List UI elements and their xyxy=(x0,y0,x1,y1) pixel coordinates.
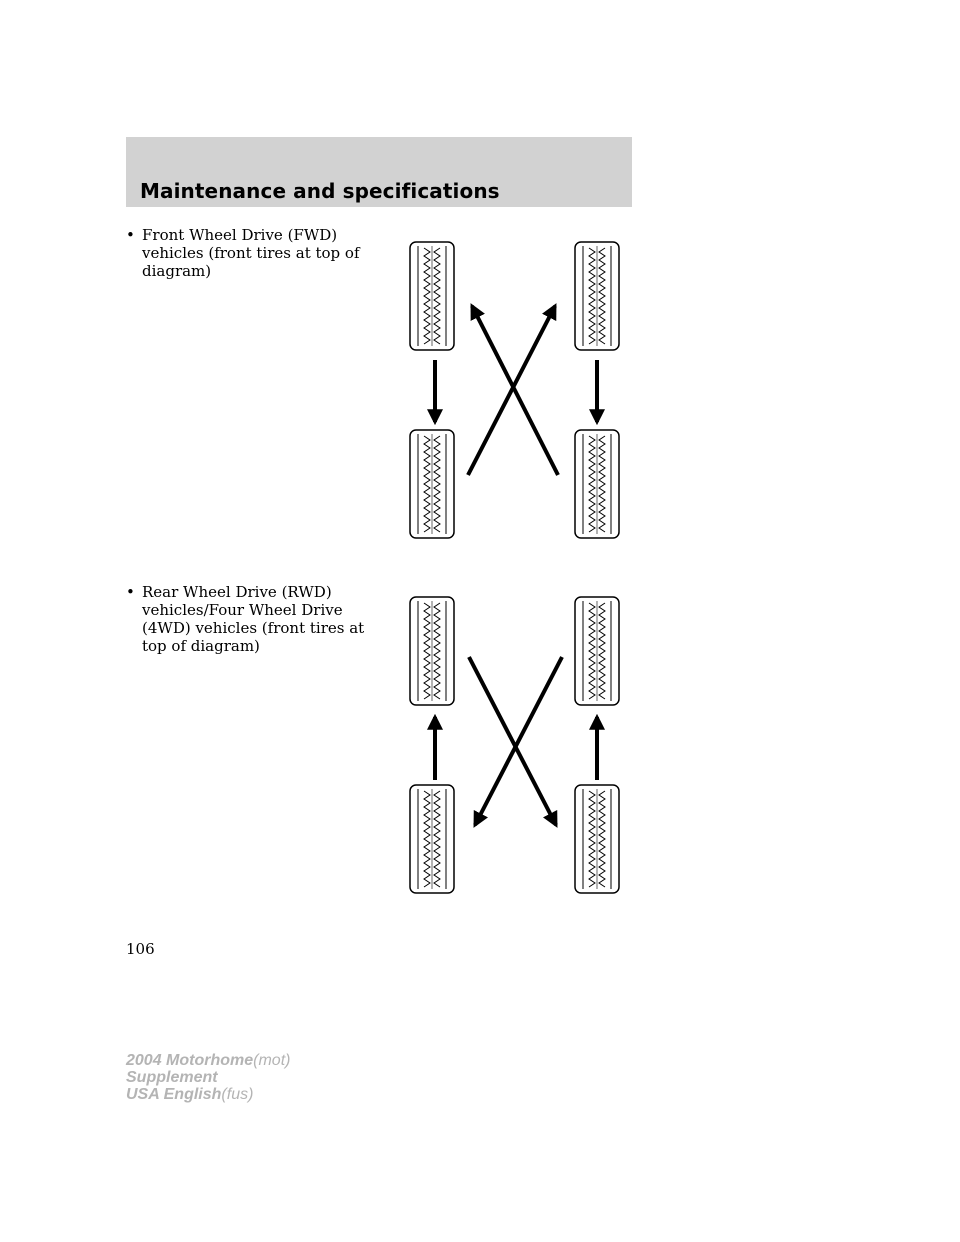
tire-rear-left xyxy=(410,430,454,538)
footer-title: 2004 Motorhome xyxy=(126,1052,254,1069)
section-header xyxy=(126,137,632,207)
bullet-dot: • xyxy=(126,226,135,244)
fwd-rotation-diagram xyxy=(380,230,660,550)
tire-front-right xyxy=(575,597,619,705)
bullet-dot: • xyxy=(126,583,135,601)
footer-line-3 xyxy=(126,1086,290,1103)
tire-front-left xyxy=(410,597,454,705)
arrow-rear-right-to-front-left xyxy=(472,306,558,475)
document-footer xyxy=(126,1052,290,1103)
tire-rear-right xyxy=(575,785,619,893)
bullet-rwd xyxy=(126,583,388,655)
arrow-front-left-to-rear-right xyxy=(469,657,556,825)
tire-front-left xyxy=(410,242,454,350)
page-number: 106 xyxy=(126,940,155,958)
bullet-fwd-text: Front Wheel Drive (FWD) vehicles (front tires at top of diagram) xyxy=(142,226,360,280)
section-title: Maintenance and specifications xyxy=(140,179,500,203)
arrow-front-right-to-rear-left xyxy=(475,657,562,825)
bullet-fwd xyxy=(126,226,388,280)
tire-front-right xyxy=(575,242,619,350)
footer-line-1 xyxy=(126,1052,290,1069)
rwd-4wd-rotation-diagram xyxy=(380,585,660,905)
footer-language: USA English xyxy=(126,1086,222,1103)
tire-rear-left xyxy=(410,785,454,893)
footer-code: (mot) xyxy=(253,1052,291,1069)
arrow-rear-left-to-front-right xyxy=(468,306,555,475)
bullet-rwd-text: Rear Wheel Drive (RWD) vehicles/Four Wheel Drive (4WD) vehicles (front tires at top of diagram) xyxy=(142,583,365,655)
footer-language-code: (fus) xyxy=(221,1086,254,1103)
tire-rear-right xyxy=(575,430,619,538)
footer-line-2: Supplement xyxy=(126,1069,218,1086)
